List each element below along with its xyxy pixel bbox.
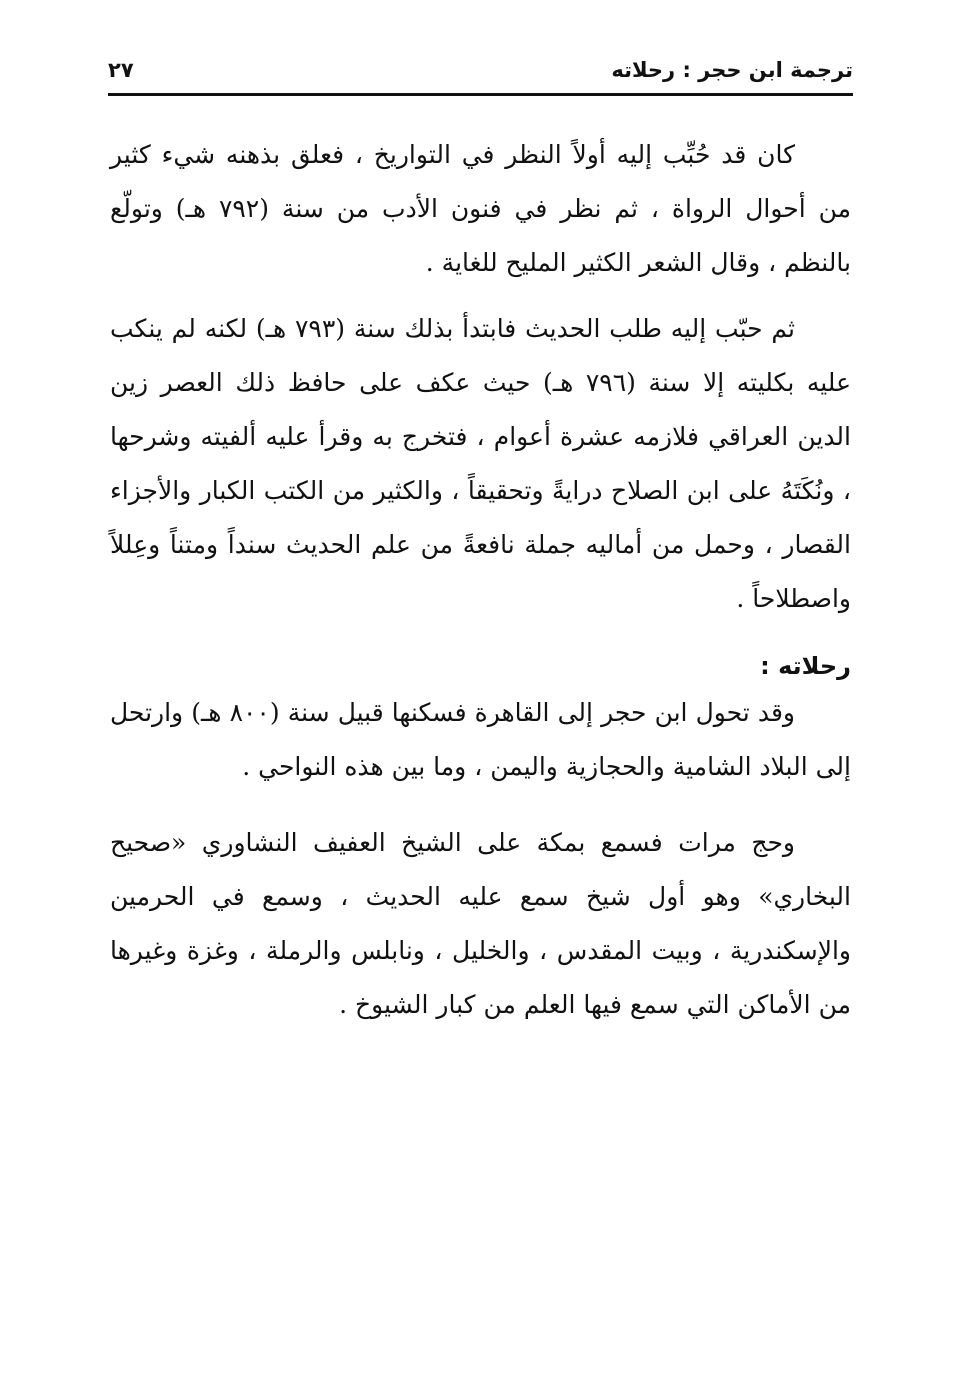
paragraph-2: ثم حبّب إليه طلب الحديث فابتدأ بذلك سنة (٧٩٣ هـ) لكنه لم ينكب عليه بكليته إلا سنة (٧٩٦ هـ) حيث عكف على حافظ ذلك العصر زين الدين العراقي فلازمه عشرة أعوام ، فتخرج به وقرأ عليه ألفيته وشرحها ، ونُكَتَهُ على ابن الصلاح درايةً وتحقيقاً ، والكثير من الكتب الكبار والأجزاء القصار ، وحمل من أماليه جملة نافعةً من علم الحديث سنداً ومتناً وعِللاً واصطلاحاً . [110,314,851,613]
section-heading-travels: رحلاته : [760,652,851,680]
paragraph-1: كان قد حُبِّب إليه أولاً النظر في التواريخ ، فعلق بذهنه شيء كثير من أحوال الرواة ، ثم نظر في فنون الأدب من سنة (٧٩٢ هـ) وتولّع بالنظم ، وقال الشعر الكثير المليح للغاية . [110,140,851,277]
header-rule [108,93,853,96]
paragraph-4: وحج مرات فسمع بمكة على الشيخ العفيف النشاوري «صحيح البخاري» وهو أول شيخ سمع عليه الحديث ، وسمع في الحرمين والإسكندرية ، وبيت المقدس ، والخليل ، ونابلس والرملة ، وغزة وغيرها من الأماكن التي سمع فيها العلم من كبار الشيوخ . [110,828,851,1019]
paragraph-3: وقد تحول ابن حجر إلى القاهرة فسكنها قبيل سنة (٨٠٠ هـ) وارتحل إلى البلاد الشامية والحجازية واليمن ، وما بين هذه النواحي . [110,698,851,781]
body-text [110,128,851,1032]
page-number: ٢٧ [108,58,134,82]
page-header [108,52,853,92]
running-title: ترجمة ابن حجر : رحلاته [611,58,853,82]
